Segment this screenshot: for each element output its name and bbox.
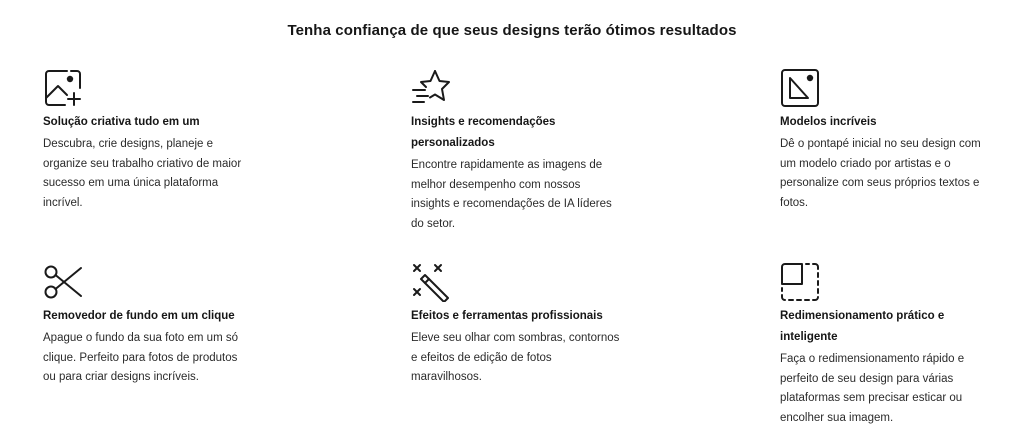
feature-resize xyxy=(780,262,990,428)
feature-title: Modelos incríveis xyxy=(780,116,877,128)
feature-title: Solução criativa tudo em um xyxy=(43,116,200,128)
feature-description: Dê o pontapé inicial no seu design com um modelo criado por artistas e o personalize com seus próprios textos e fotos. xyxy=(780,138,981,209)
feature-description: Faça o redimensionamento rápido e perfeito de seu design para várias plataformas sem precisar esticar ou encolher sua imagem. xyxy=(780,353,965,424)
feature-description: Apague o fundo da sua foto em um só clique. Perfeito para fotos de produtos ou para criar designs incríveis. xyxy=(43,332,238,383)
star-sparkle-icon xyxy=(411,68,451,108)
feature-description: Eleve seu olhar com sombras, contornos e efeitos de edição de fotos maravilhosos. xyxy=(411,332,620,383)
template-icon xyxy=(780,68,820,108)
feature-description: Descubra, crie designs, planeje e organize seu trabalho criativo de maior sucesso em uma única plataforma incrível. xyxy=(43,138,242,209)
resize-icon xyxy=(780,262,820,302)
feature-templates xyxy=(780,68,990,213)
feature-title: Removedor de fundo em um clique xyxy=(43,310,235,322)
scissors-icon xyxy=(43,262,83,302)
magic-wand-icon xyxy=(411,262,451,302)
feature-pro-effects xyxy=(411,262,621,388)
feature-title: Redimensionamento prático e inteligente xyxy=(780,310,945,343)
feature-title: Efeitos e ferramentas profissionais xyxy=(411,310,603,322)
feature-all-in-one xyxy=(43,68,253,213)
feature-description: Encontre rapidamente as imagens de melhor desempenho com nossos insights e recomendações de IA líderes do setor. xyxy=(411,159,612,230)
image-plus-icon xyxy=(43,68,83,108)
feature-insights xyxy=(411,68,621,234)
feature-background-remover xyxy=(43,262,253,388)
feature-title: Insights e recomendações personalizados xyxy=(411,116,556,149)
section-headline: Tenha confiança de que seus designs terão ótimos resultados xyxy=(287,22,737,39)
